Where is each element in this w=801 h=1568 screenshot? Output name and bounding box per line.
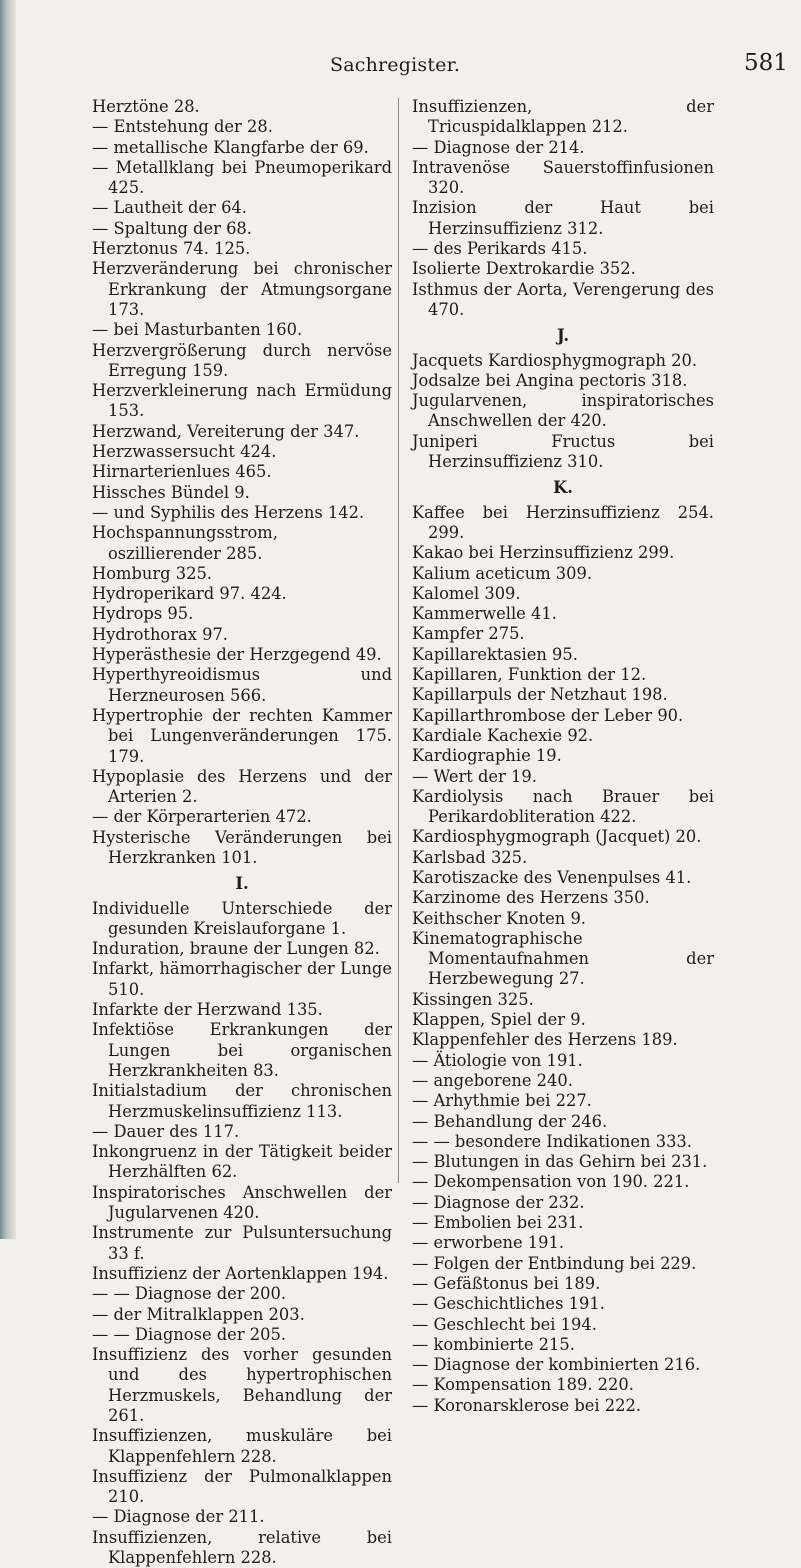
index-entry: — Lautheit der 64. [92,198,247,218]
index-entry: — Arhythmie bei 227. [412,1091,592,1111]
index-entry: Isthmus der Aorta, Verengerung des 470. [412,279,714,319]
index-entry: Kardiosphygmograph (Jacquet) 20. [412,827,702,847]
index-entry: — — Diagnose der 200. [92,1284,287,1304]
index-entry: — erworbene 191. [412,1233,565,1253]
index-entry: Kammerwelle 41. [412,604,557,624]
section-letter-heading: I. [235,874,249,894]
index-entry: — metallische Klangfarbe der 69. [92,137,369,157]
section-letter-heading: K. [553,478,573,498]
index-entry: Herzvergrößerung durch nervöse Erregung 159. [92,340,392,380]
index-entry: Kapillarpuls der Netzhaut 198. [412,685,668,705]
index-entry: — Geschlecht bei 194. [412,1314,597,1334]
index-entry: Karotiszacke des Venenpulses 41. [412,867,692,887]
index-entry: — Behandlung der 246. [412,1111,608,1131]
index-entry: Inzision der Haut bei Herzinsuffizienz 312. [412,198,714,238]
index-entry: Herzverkleinerung nach Ermüdung 153. [92,381,392,421]
index-entry: — — Diagnose der 205. [92,1324,287,1344]
index-entry: Herzwassersucht 424. [92,442,277,462]
index-entry: — der Mitralklappen 203. [92,1304,305,1324]
index-entry: Kardiolysis nach Brauer bei Perikardobliteration 422. [412,786,714,827]
index-entry: Kalomel 309. [412,583,521,603]
index-entry: Hydrothorax 97. [92,624,228,644]
index-entry: Kardiale Kachexie 92. [412,725,594,745]
index-entry: Hysterische Veränderungen bei Herzkranken 101. [92,827,392,867]
page-title: Sachregister. [330,54,461,76]
index-column-left [92,97,392,1568]
index-entry: Initialstadium der chronischen Herzmuskelinsuffizienz 113. [92,1081,392,1121]
index-entry: Hydroperikard 97. 424. [92,584,287,604]
index-entry: — Spaltung der 68. [92,218,252,238]
index-entry: — kombinierte 215. [412,1334,575,1354]
index-entry: Individuelle Unterschiede der gesunden Kreislauforgane 1. [92,898,392,938]
index-entry: — — besondere Indikationen 333. [412,1131,692,1151]
index-entry: — der Körperarterien 472. [92,807,312,827]
index-entry: Herztonus 74. 125. [92,239,251,259]
index-entry: Insuffizienz des vorher gesunden und des hypertrophischen Herzmuskels, Behandlung der 261. [92,1345,392,1425]
index-entry: — Diagnose der 211. [92,1507,265,1527]
index-entry: — Geschichtliches 191. [412,1294,605,1314]
index-entry: Infarkte der Herzwand 135. [92,1000,323,1020]
index-entry: — Gefäßtonus bei 189. [412,1273,601,1293]
index-entry: Hypoplasie des Herzens und der Arterien 2. [92,766,392,807]
index-entry: Infektiöse Erkrankungen der Lungen bei organischen Herzkrankheiten 83. [92,1020,392,1080]
index-entry: Klappen, Spiel der 9. [412,1010,586,1030]
index-entry: Hirnarterienlues 465. [92,462,272,482]
index-entry: Kapillaren, Funktion der 12. [412,665,647,685]
index-entry: Insuffizienzen, relative bei Klappenfehlern 228. [92,1527,392,1568]
index-entry: — des Perikards 415. [412,239,588,259]
index-entry: Intravenöse Sauerstoffinfusionen 320. [412,157,714,198]
index-entry: Inspiratorisches Anschwellen der Jugularvenen 420. [92,1182,392,1223]
index-entry: Karzinome des Herzens 350. [412,888,650,908]
index-entry: — Dekompensation von 190. 221. [412,1172,690,1192]
index-entry: — Wert der 19. [412,766,537,786]
index-entry: — Diagnose der 214. [412,137,585,157]
index-entry: Jacquets Kardiosphygmograph 20. [412,350,698,370]
index-entry: Hydrops 95. [92,604,194,624]
index-entry: Hypertrophie der rechten Kammer bei Lungenveränderungen 175. 179. [92,705,392,766]
index-entry: — Diagnose der 232. [412,1192,585,1212]
index-entry: Jugularvenen, inspiratorisches Anschwellen der 420. [412,391,714,431]
index-entry: Kapillarthrombose der Leber 90. [412,705,684,725]
index-entry: Hochspannungsstrom, oszillierender 285. [92,523,278,563]
index-entry: — Koronarsklerose bei 222. [412,1395,642,1415]
index-entry: Herzveränderung bei chronischer Erkrankung der Atmungsorgane 173. [92,259,392,319]
index-entry: Insuffizienzen, der Tricuspidalklappen 212. [412,97,714,137]
index-entry: Klappenfehler des Herzens 189. [412,1030,678,1050]
index-entry: — Blutungen in das Gehirn bei 231. [412,1152,708,1172]
index-entry: Insuffizienz der Aortenklappen 194. [92,1263,389,1283]
index-entry: Herztöne 28. [92,97,200,116]
index-entry: — und Syphilis des Herzens 142. [92,502,365,522]
index-entry: — Embolien bei 231. [412,1213,584,1233]
index-entry: — angeborene 240. [412,1070,573,1090]
index-entry: Hyperthyreoidismus und Herzneurosen 566. [92,665,392,705]
index-entry: Homburg 325. [92,563,212,583]
index-entry: Insuffizienzen, muskuläre bei Klappenfehlern 228. [92,1426,392,1466]
book-binding-edge [0,0,16,1239]
index-entry: Kampfer 275. [412,624,525,644]
index-entry: Isolierte Dextrokardie 352. [412,259,636,279]
index-entry: — Entstehung der 28. [92,117,273,137]
section-letter-heading: J. [556,326,570,346]
index-entry: Kissingen 325. [412,989,534,1009]
index-entry: Herzwand, Vereiterung der 347. [92,421,360,441]
index-entry: Kapillarektasien 95. [412,644,578,664]
page-header [0,48,801,78]
index-entry: Hissches Bündel 9. [92,482,250,502]
index-entry: Kalium aceticum 309. [412,563,593,583]
index-entry: Juniperi Fructus bei Herzinsuffizienz 310. [412,431,714,472]
page-number: 581 [744,50,788,76]
index-entry: Kardiographie 19. [412,746,562,766]
index-entry: Karlsbad 325. [412,847,528,867]
index-entry: Instrumente zur Pulsuntersuchung 33 f. [92,1223,392,1263]
index-entry: Keithscher Knoten 9. [412,908,586,928]
column-divider [398,98,399,1183]
index-entry: Kakao bei Herzinsuffizienz 299. [412,543,675,563]
index-entry: Insuffizienz der Pulmonalklappen 210. [92,1466,392,1507]
index-column-right [412,97,714,1416]
index-entry: Inkongruenz in der Tätigkeit beider Herzhälften 62. [92,1142,392,1182]
index-entry: — bei Masturbanten 160. [92,320,303,340]
index-entry: Kinematographische Momentaufnahmen der Herzbewegung 27. [412,928,714,989]
index-entry: — Folgen der Entbindung bei 229. [412,1253,697,1273]
index-entry: Jodsalze bei Angina pectoris 318. [412,370,688,390]
index-entry: Hyperästhesie der Herzgegend 49. [92,645,382,665]
index-entry: — Dauer des 117. [92,1121,240,1141]
index-entry: — Kompensation 189. 220. [412,1375,634,1395]
index-entry: Induration, braune der Lungen 82. [92,939,380,959]
index-entry: Kaffee bei Herzinsuffizienz 254. 299. [412,502,714,542]
index-entry: Infarkt, hämorrhagischer der Lunge 510. [92,959,392,999]
index-entry: — Metallklang bei Pneumoperikard 425. [92,157,392,198]
index-entry: — Diagnose der kombinierten 216. [412,1355,701,1375]
index-entry: — Ätiologie von 191. [412,1050,583,1070]
